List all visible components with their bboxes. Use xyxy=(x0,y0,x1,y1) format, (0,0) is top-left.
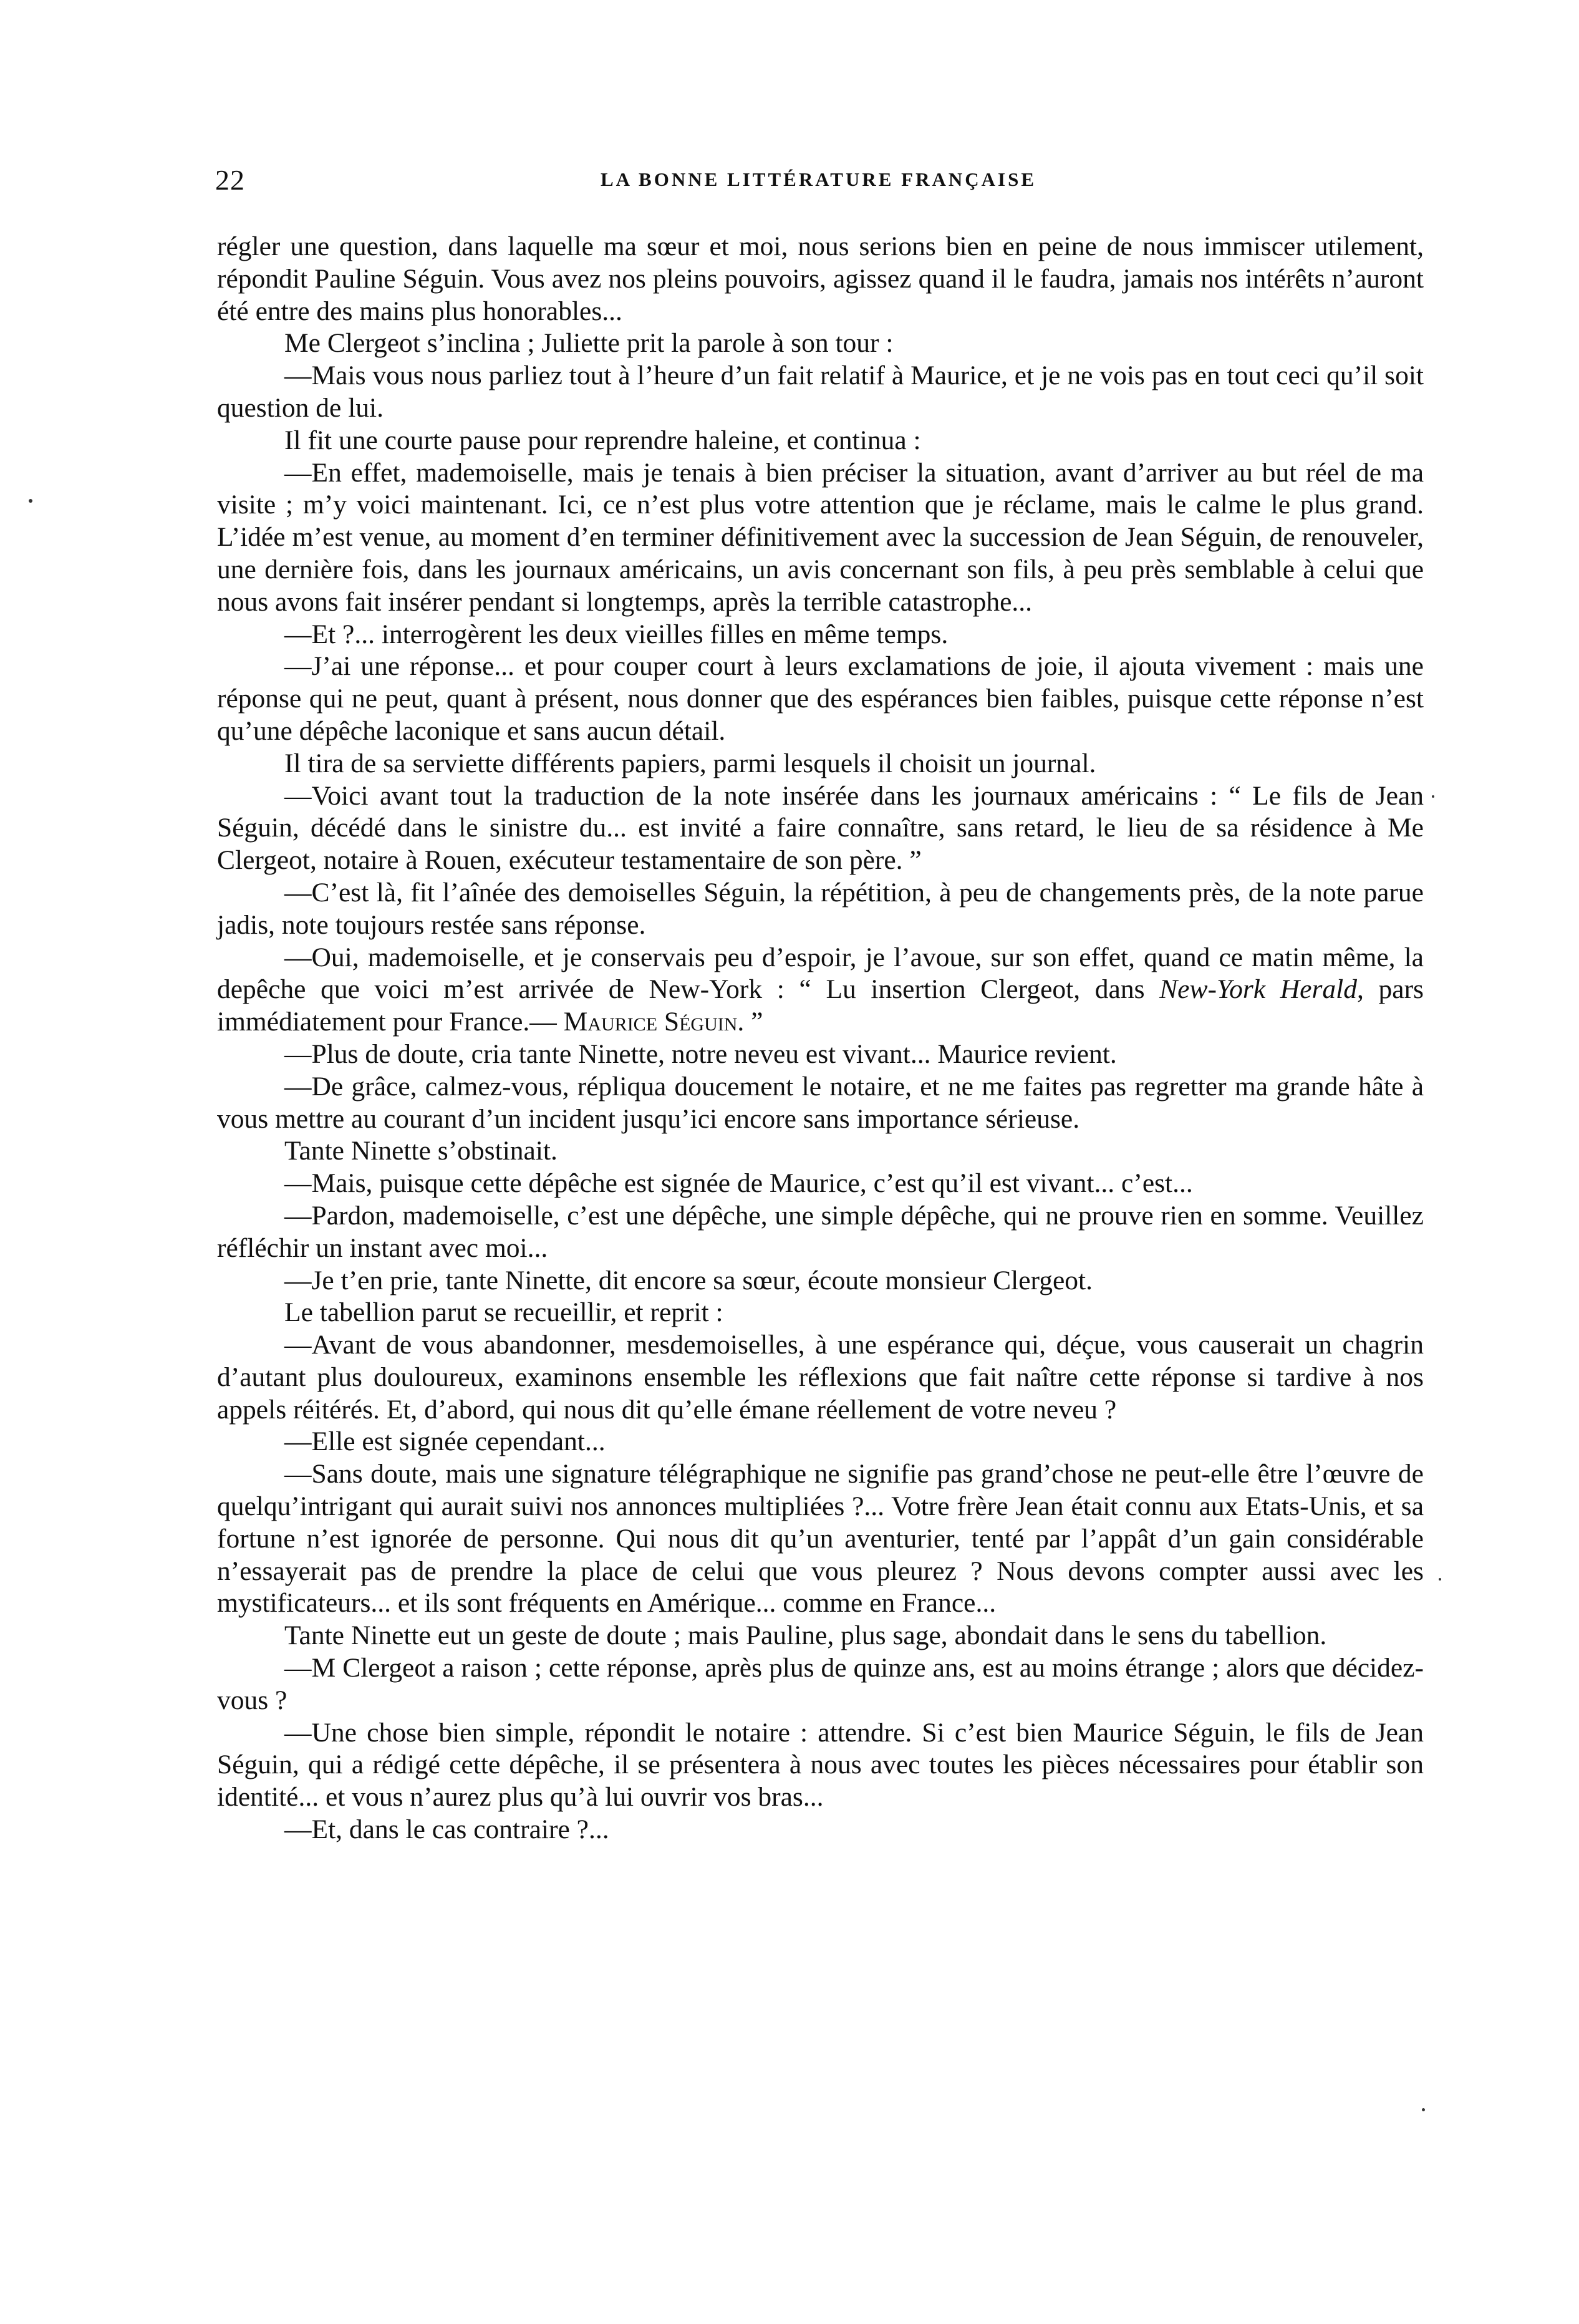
text-run: —Une chose bien simple, répondit le notaire : attendre. Si c’est bien Maurice Séguin, le fils de Jean Séguin, qui a rédigé cette dépêche, il se présentera à nous avec toutes les pièces nécessaires pour établir son identité... et vous n’aurez plus qu’à lui ouvrir vos bras... xyxy=(217,1717,1424,1813)
text-run: —C’est là, fit l’aînée des demoiselles Séguin, la répétition, à peu de changements près, de la note parue jadis, note toujours restée sans réponse. xyxy=(217,877,1424,940)
paragraph xyxy=(217,1620,1424,1652)
text-run: —En effet, mademoiselle, mais je tenais à bien préciser la situation, avant d’arriver au but réel de ma visite ; m’y voici maintenant. Ici, ce n’est plus votre attention que je réclame, mais le calme le plus grand. L’idée m’est venue, au moment d’en terminer définitivement avec la succession de Jean Séguin, de renouveler, une dernière fois, dans les journaux américains, un avis concernant son fils, à peu près semblable à celui que nous avons fait insérer pendant si longtemps, après la terrible catastrophe... xyxy=(217,457,1424,617)
running-title: LA BONNE LITTÉRATURE FRANÇAISE xyxy=(600,168,1037,190)
paragraph xyxy=(217,780,1424,877)
text-run: Il fit une courte pause pour reprendre haleine, et continua : xyxy=(284,425,921,455)
print-speck xyxy=(1432,795,1434,798)
text-run: Tante Ninette eut un geste de doute ; mais Pauline, plus sage, abondait dans le sens du tabellion. xyxy=(284,1620,1327,1651)
paragraph xyxy=(217,1168,1424,1200)
text-run: —Je t’en prie, tante Ninette, dit encore sa sœur, écoute monsieur Clergeot. xyxy=(284,1265,1093,1295)
text-run: —Sans doute, mais une signature télégraphique ne signifie pas grand’chose ne peut-elle être l’œuvre de quelqu’intrigant qui aurait suivi nos annonces multipliées ?... Votre frère Jean était connu aux Etats-Unis, et sa fortune n’est ignorée de personne. Qui nous dit qu’un aventurier, tenté par l’appât d’un gain considérable n’essayerait pas de prendre la place de celui que vous pleurez ? Nous devons compter aussi avec les mystificateurs... et ils sont fréquents en Amérique... comme en France... xyxy=(217,1459,1424,1619)
paragraph xyxy=(217,231,1424,327)
paragraph xyxy=(217,1458,1424,1620)
text-run: , pars immédiatement pour France.— xyxy=(217,974,1424,1037)
text-run: —Elle est signée cependant... xyxy=(284,1426,606,1457)
text-run: —M Clergeot a raison ; cette réponse, après plus de quinze ans, est au moins étrange ; alors que décidez-vous ? xyxy=(217,1653,1424,1715)
italic-text: New-York Herald xyxy=(1159,974,1357,1005)
paragraph xyxy=(217,457,1424,619)
paragraph xyxy=(217,360,1424,425)
paragraph xyxy=(217,1717,1424,1814)
text-run: —Pardon, mademoiselle, c’est une dépêche, une simple dépêche, qui ne prouve rien en somme. Veuillez réfléchir un instant avec moi... xyxy=(217,1200,1424,1263)
paragraph xyxy=(217,1652,1424,1717)
paragraph xyxy=(217,1135,1424,1168)
text-run: —Et ?... interrogèrent les deux vieilles filles en même temps. xyxy=(284,619,949,649)
page-number: 22 xyxy=(215,164,245,196)
paragraph xyxy=(217,1039,1424,1071)
paragraph xyxy=(217,1814,1424,1846)
paragraph xyxy=(217,1200,1424,1265)
text-run: —Voici avant tout la traduction de la note insérée dans les journaux américains : “ Le fils de Jean Séguin, décédé dans le sinistre du... est invité a faire connaître, sans retard, le lieu de sa résidence à Me Clergeot, notaire à Rouen, exécuteur testamentaire de son père. ” xyxy=(217,780,1424,876)
text-run: ” xyxy=(744,1007,763,1037)
paragraph xyxy=(217,651,1424,747)
text-run: —Mais vous nous parliez tout à l’heure d’un fait relatif à Maurice, et je ne vois pas en tout ceci qu’il soit question de lui. xyxy=(217,361,1424,423)
paragraph xyxy=(217,327,1424,360)
text-run: régler une question, dans laquelle ma sœur et moi, nous serions bien en peine de nous immiscer utilement, répondit Pauline Séguin. Vous avez nos pleins pouvoirs, agissez quand il le faudra, jamais nos intérêts n’auront été entre des mains plus honorables... xyxy=(217,231,1424,326)
text-run: —Avant de vous abandonner, mesdemoiselles, à une espérance qui, déçue, vous causerait un chagrin d’autant plus douloureux, examinons ensemble les réflexions que fait naître cette réponse si tardive à nos appels réitérés. Et, d’abord, qui nous dit qu’elle émane réellement de votre neveu ? xyxy=(217,1330,1424,1425)
body-text xyxy=(217,231,1424,1846)
paragraph xyxy=(217,1265,1424,1297)
text-run: —Oui, mademoiselle, et je conservais peu d’espoir, je l’avoue, sur son effet, quand ce matin même, la depêche que voici m’est arrivée de New-York : “ Lu insertion Clergeot, dans xyxy=(217,942,1424,1005)
paragraph xyxy=(217,619,1424,651)
text-run: Il tira de sa serviette différents papiers, parmi lesquels il choisit un journal. xyxy=(284,748,1096,778)
text-run: —Plus de doute, cria tante Ninette, notre neveu est vivant... Maurice revient. xyxy=(284,1039,1117,1069)
print-speck xyxy=(1422,2108,1425,2111)
small-caps-text: Maurice Séguin. xyxy=(563,1007,745,1037)
text-run: Le tabellion parut se recueillir, et reprit : xyxy=(284,1297,723,1328)
page-header xyxy=(215,163,1422,201)
print-speck xyxy=(1439,1578,1441,1581)
text-run: Tante Ninette s’obstinait. xyxy=(284,1136,558,1166)
text-run: —J’ai une réponse... et pour couper court à leurs exclamations de joie, il ajouta vivement : mais une réponse qui ne peut, quant à présent, nous donner que des espérances bien faibles, puisque cette réponse n’est qu’une dépêche laconique et sans aucun détail. xyxy=(217,651,1424,746)
text-run: —Mais, puisque cette dépêche est signée de Maurice, c’est qu’il est vivant... c’est... xyxy=(284,1168,1193,1199)
paragraph xyxy=(217,1297,1424,1329)
paragraph xyxy=(217,1071,1424,1136)
paragraph xyxy=(217,1329,1424,1426)
print-speck xyxy=(29,499,32,503)
text-run: Me Clergeot s’inclina ; Juliette prit la parole à son tour : xyxy=(284,328,894,359)
paragraph xyxy=(217,425,1424,457)
paragraph xyxy=(217,942,1424,1039)
text-run: —De grâce, calmez-vous, répliqua doucement le notaire, et ne me faites pas regretter ma grande hâte à vous mettre au courant d’un incident jusqu’ici encore sans importance sérieuse. xyxy=(217,1071,1424,1134)
text-run: —Et, dans le cas contraire ?... xyxy=(284,1814,609,1845)
paragraph xyxy=(217,1426,1424,1458)
paragraph xyxy=(217,877,1424,942)
paragraph xyxy=(217,748,1424,780)
